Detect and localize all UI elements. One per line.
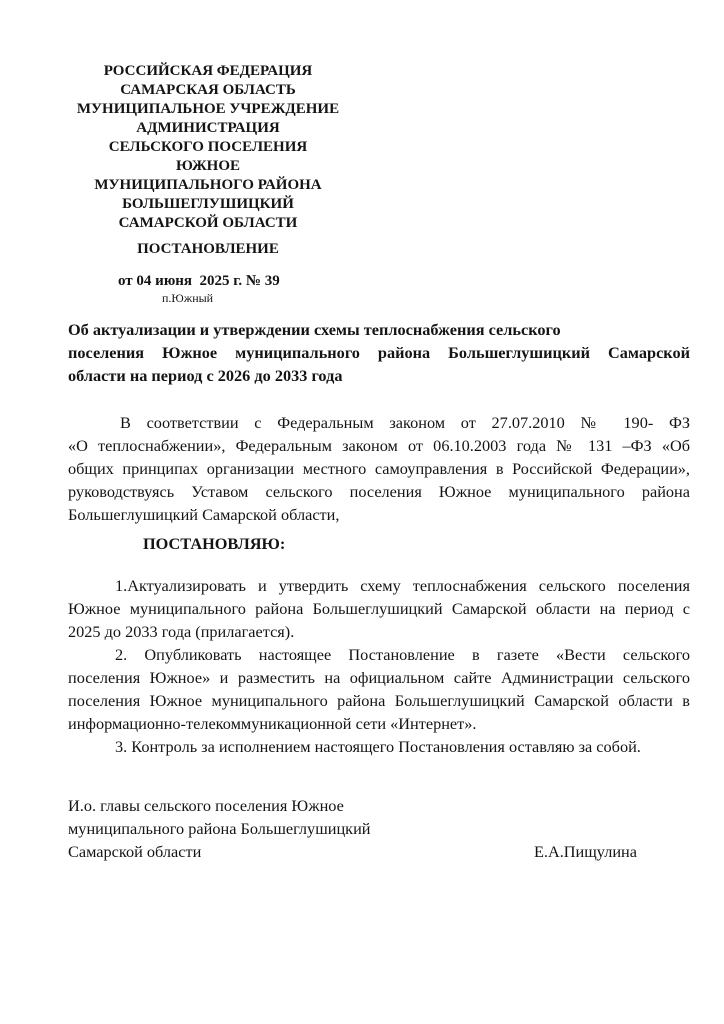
preamble-line: «О теплоснабжении», Федеральным законом от 06.10.2003 года № 131 –ФЗ «Об [68, 436, 690, 455]
signer-name: Е.А.Пищулина [533, 842, 637, 861]
letterhead-line: МУНИЦИПАЛЬНОГО РАЙОНА [94, 177, 322, 193]
letterhead [68, 62, 348, 233]
item-2-line: 2. Опубликовать настоящее Постановление в газете «Вести сельского [115, 645, 690, 664]
letterhead-line: РОССИЙСКАЯ ФЕДЕРАЦИЯ [103, 63, 313, 79]
preamble-line: Большеглушицкий Самарской области, [68, 505, 340, 524]
letterhead-line: САМАРСКАЯ ОБЛАСТЬ [120, 82, 296, 98]
signature-block [68, 794, 690, 863]
letterhead-line: САМАРСКОЙ ОБЛАСТИ [118, 215, 298, 231]
document-content [68, 62, 690, 863]
item-3-paragraph [68, 735, 690, 758]
subject-title-line: Об актуализации и утверждении схемы теплоснабжения сельского [68, 320, 561, 339]
letterhead-line: МУНИЦИПАЛЬНОЕ УЧРЕЖДЕНИЕ [76, 101, 340, 117]
item-1-line: 2025 до 2033 года (прилагается). [68, 622, 295, 641]
resolution-items [68, 574, 690, 758]
letterhead-line: АДМИНИСТРАЦИЯ [136, 120, 280, 136]
subject-title-line: области на период с 2026 до 2033 года [68, 366, 343, 385]
letterhead-line: БОЛЬШЕГЛУШИЦКИЙ [122, 196, 294, 212]
signer-title-line: муниципального района Большеглушицкий [68, 819, 371, 838]
item-1-paragraph [68, 574, 690, 643]
signer-title-line: И.о. главы сельского поселения Южное [68, 796, 344, 815]
signature-row [68, 840, 690, 863]
subject-title [68, 318, 690, 387]
item-3-line: 3. Контроль за исполнением настоящего Постановления оставляю за собой. [115, 737, 641, 756]
preamble-line: В соответствии с Федеральным законом от 27.07.2010 № 190- ФЗ [120, 413, 690, 432]
item-2-line: поселения Южное» и разместить на официальном сайте Администрации сельского [68, 668, 690, 687]
item-2-line: информационно-телекоммуникационной сети «Интернет». [68, 714, 477, 733]
item-2-line: поселения Южное муниципального района Большеглушицкий Самарской области в [68, 691, 690, 710]
signer-title-line: Самарской области [68, 842, 202, 861]
item-1-line: Южное муниципального района Большеглушицкий Самарской области на период с [68, 599, 690, 618]
preamble-paragraph [68, 411, 690, 526]
letterhead-line: СЕЛЬСКОГО ПОСЕЛЕНИЯ [108, 139, 308, 155]
preamble-line: руководствуясь Уставом сельского поселения Южное муниципального района [68, 482, 690, 501]
document-type-title: ПОСТАНОВЛЕНИЕ [137, 241, 279, 257]
letterhead-line: ЮЖНОЕ [175, 158, 240, 174]
resolve-word: ПОСТАНОВЛЯЮ: [143, 534, 286, 553]
item-2-paragraph [68, 643, 690, 735]
date-number-line: от 04 июня 2025 г. № 39 [118, 273, 280, 289]
item-1-line: 1.Актуализировать и утвердить схему теплоснабжения сельского поселения [115, 576, 690, 595]
subject-title-line: поселения Южное муниципального района Большеглушицкий Самарской [68, 343, 690, 362]
preamble-line: общих принципах организации местного самоуправления в Российской Федерации», [68, 459, 690, 478]
place-line: п.Южный [162, 291, 214, 305]
